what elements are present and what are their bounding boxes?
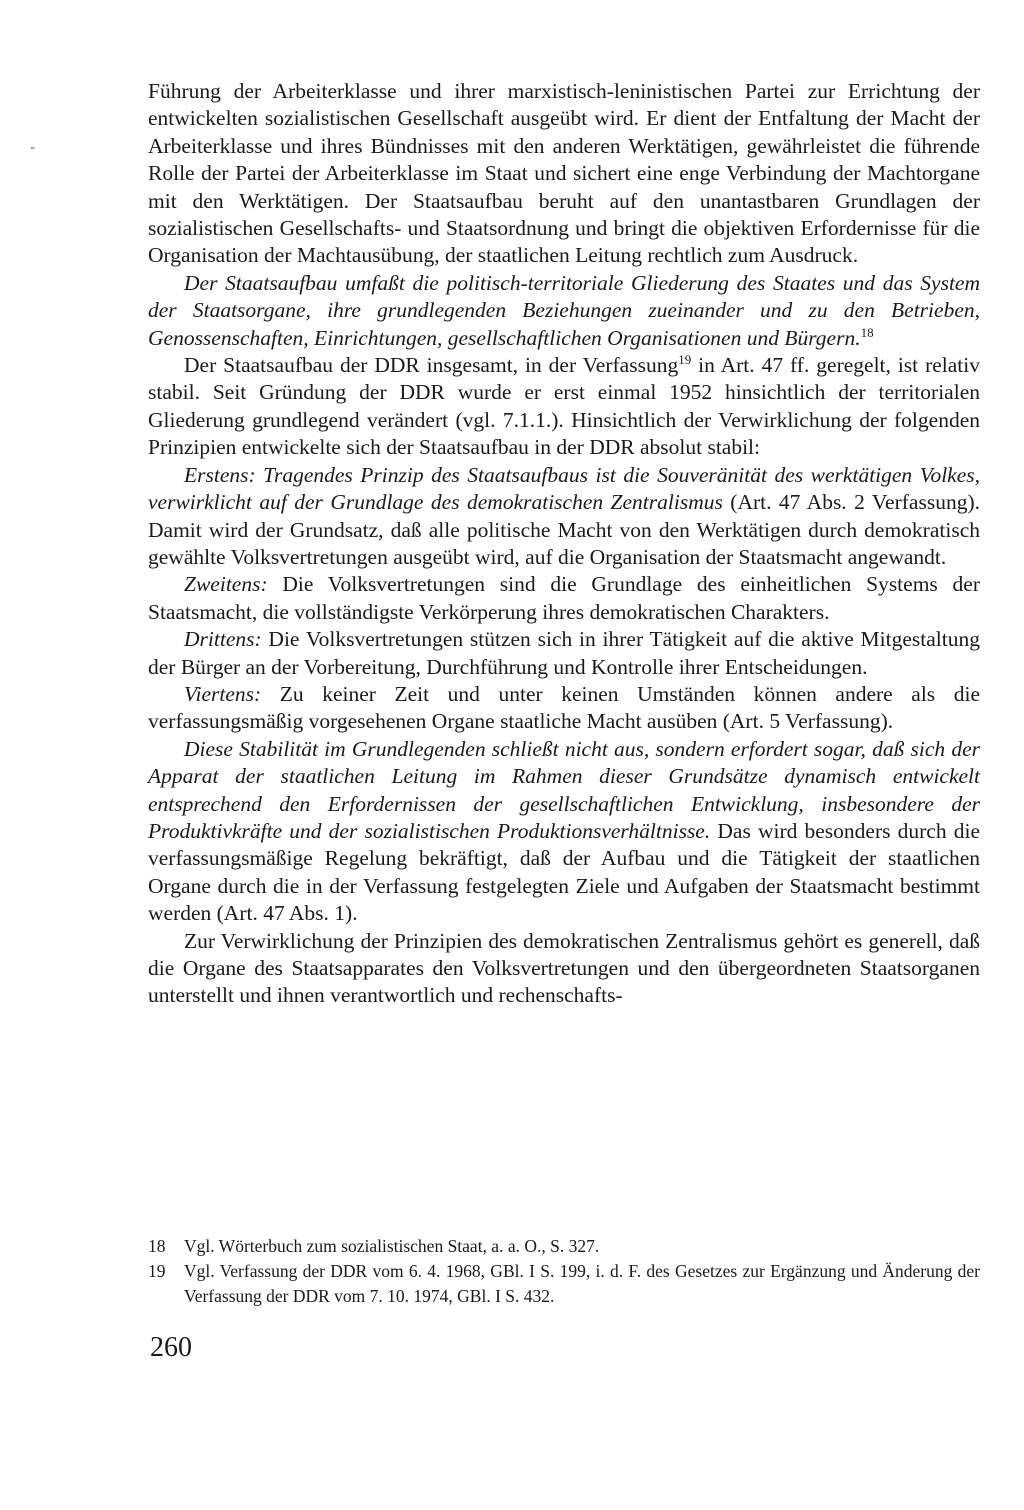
footnote-number: 19 xyxy=(148,1261,166,1281)
paragraph-1: Führung der Arbeiterklasse und ihrer marxistisch-leninistischen Partei zur Errichtung der entwickelten sozialistischen Gesellschaft ausgeübt wird. Er dient der Entfaltung der Macht der Arbeiterklasse und ihres Bündnisses mit den anderen Werktätigen, gewährleistet die führende Rolle der Partei der Arbeiterklasse im Staat und sichert eine enge Verbindung der Machtorgane mit den Werktätigen. Der Staatsaufbau beruht auf den unantastbaren Grundlagen der sozialistischen Gesellschafts- und Staatsordnung und bringt die objektiven Erfordernisse für die Organisation der Machtausübung, der staatlichen Leitung rechtlich zum Ausdruck. xyxy=(148,79,980,268)
paragraph-8-rest: Das wird besonders durch die verfassungsmäßige Regelung bekräftigt, daß der Aufbau und die Tätigkeit der staatlichen Organe durch die in der Verfassung festgelegten Ziele und Aufgaben der Staatsmacht bestimmt werden (Art. 47 Abs. 1). xyxy=(148,818,980,926)
paragraph-3-text-a: Der Staatsaufbau der DDR insgesamt, in der Verfassung xyxy=(184,353,679,378)
paragraph-6 xyxy=(148,626,980,681)
paragraph-2 xyxy=(148,270,980,352)
page-number: 260 xyxy=(150,1332,192,1363)
paragraph-5-lead: Zweitens: xyxy=(184,572,268,597)
paragraph-8 xyxy=(148,736,980,928)
paragraph-7 xyxy=(148,681,980,736)
paragraph-3 xyxy=(148,352,980,462)
footnote-ref-19[interactable]: 19 xyxy=(678,352,692,368)
paragraph-5 xyxy=(148,571,980,626)
footnote-19 xyxy=(148,1259,980,1309)
paragraph-4 xyxy=(148,462,980,572)
paragraph-3-text-b: in Art. 47 ff. geregelt, ist relativ stabil. Seit Gründung der DDR wurde er erst einmal 1952 hinsichtlich der territorialen Gliederung grundlegend verändert (vgl. 7.1.1.). Hinsichtlich der Verwirklichung der folgenden Prinzipien entwickelte sich der Staatsaufbau in der DDR absolut stabil: xyxy=(148,353,980,460)
paragraph-8-italic: Diese Stabilität im Grundlegenden schließt nicht aus, sondern erfordert sogar, daß sich der Apparat der staatlichen Leitung im Rahmen dieser Grundsätze dynamisch entwickelt entsprechend den Erfordernissen der gesellschaftlichen Entwicklung, insbesondere der Produktivkräfte und der sozialistischen Produktionsverhältnisse. xyxy=(148,736,980,843)
footnote-text: Vgl. Verfassung der DDR vom 6. 4. 1968, GBl. I S. 199, i. d. F. des Gesetzes zur Ergänzung und Änderung der Verfassung der DDR vom 7. 10. 1974, GBl. I S. 432. xyxy=(184,1261,980,1306)
paragraph-7-lead: Viertens: xyxy=(184,681,262,706)
paragraph-4-rest: (Art. 47 Abs. 2 Verfassung). Damit wird der Grundsatz, daß alle politische Macht von den Werktätigen durch demokratisch gewählte Volksvertretungen ausgeübt wird, auf die Organisation der Staatsmacht angewandt. xyxy=(148,490,980,569)
footnotes xyxy=(148,1234,980,1309)
paragraph-4-italic: Erstens: Tragendes Prinzip des Staatsaufbaus ist die Souveränität des werktätigen Volkes, verwirklicht auf der Grundlage des demokratischen Zentralismus xyxy=(148,462,980,515)
main-text xyxy=(148,78,980,1010)
paragraph-2-text: Der Staatsaufbau umfaßt die politisch-territoriale Gliederung des Staates und das System der Staatsorgane, ihre grundlegenden Beziehungen zueinander und zu den Betrieben, Genossenschaften, Einrichtungen, gesellschaftlichen Organisationen und Bürgern. xyxy=(148,270,980,350)
footnote-number: 18 xyxy=(148,1236,166,1256)
footnote-18 xyxy=(148,1234,980,1259)
paragraph-9: Zur Verwirklichung der Prinzipien des demokratischen Zentralismus gehört es generell, daß die Organe des Staatsapparates den Volksvertretungen und den übergeordneten Staatsorganen unterstellt und ihnen verantwortlich und rechenschafts- xyxy=(148,928,980,1008)
margin-mark: ‐ xyxy=(30,140,35,155)
paragraph-6-lead: Drittens: xyxy=(184,627,262,652)
footnote-ref-18[interactable]: 18 xyxy=(860,324,874,340)
footnote-text: Vgl. Wörterbuch zum sozialistischen Staat, a. a. O., S. 327. xyxy=(184,1236,600,1256)
paragraph-6-text: Die Volksvertretungen stützen sich in ihrer Tätigkeit auf die aktive Mitgestaltung der Bürger an der Vorbereitung, Durchführung und Kontrolle ihrer Entscheidungen. xyxy=(148,627,980,679)
paragraph-5-text: Die Volksvertretungen sind die Grundlage des einheitlichen Systems der Staatsmacht, die vollständigste Verkörperung ihres demokratischen Charakters. xyxy=(148,572,980,624)
paragraph-7-text: Zu keiner Zeit und unter keinen Umständen können andere als die verfassungsmäßig vorgesehenen Organe staatliche Macht ausüben (Art. 5 Verfassung). xyxy=(148,681,980,734)
